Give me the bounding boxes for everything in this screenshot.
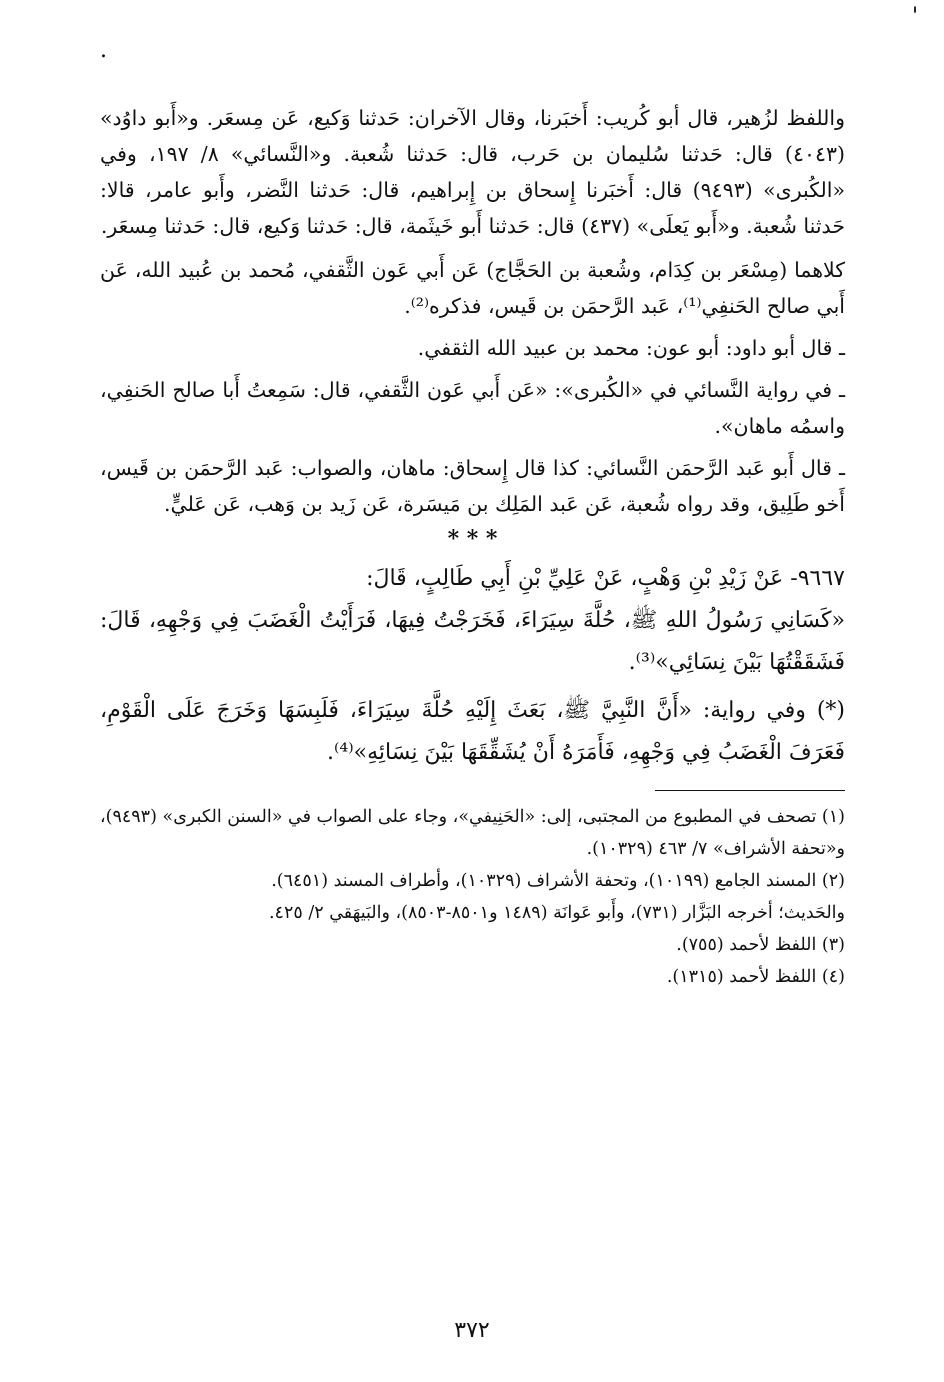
corner-mark-dot: . xyxy=(100,38,107,63)
paragraph-2: كلاهما (مِسْعَر بن كِدَام، وشُعبة بن الحَجَّاج) عَن أَبي عَون الثَّقفي، مُحمد بن عُبيد الله، عَن أَبي صالح الحَنفِي⁽¹⁾، عَبد الرَّحمَن بن قَيس، فذكره⁽²⁾. xyxy=(100,258,845,318)
paragraph-5: ـ قال أَبو عَبد الرَّحمَن النَّسائي: كذا قال إِسحاق: ماهان، والصواب: عَبد الرَّحمَن بن قَيس، أَخو طَلِيق، وقد رواه شُعبة، عَن عَبد المَلِك بن مَيسَرة، عَن زَيد بن وَهب، عَن عَليٍّ. xyxy=(100,456,845,516)
hadith-number: ٩٦٦٧- xyxy=(790,566,845,591)
footnote-2: (٢) المسند الجامع (١٠١٩٩)، وتحفة الأشراف (١٠٣٢٩)، وأطراف المسند (٦٤٥١). xyxy=(271,871,845,891)
corner-mark-top: ' xyxy=(912,4,919,29)
footnote-3: (٣) اللفظ لأحمد (٧٥٥). xyxy=(676,935,845,955)
section-separator: * * * xyxy=(447,526,498,552)
footnote-1: (١) تصحف في المطبوع من المجتبى، إلى: «الحَنِيفي»، وجاء على الصواب في «السنن الكبرى» (٩٤٩٣)، و«تحفة الأشراف» ٧/ ٤٦٣ (١٠٣٢٩). xyxy=(100,807,845,859)
paragraph-4: ـ في رواية النَّسائي في «الكُبرى»: «عَن أَبي عَون الثَّقفي، قال: سَمِعتُ أَبا صالح الحَنفِي، واسمُه ماهان». xyxy=(100,378,845,438)
hadith-isnad-text: عَنْ زَيْدِ بْنِ وَهْبٍ، عَنْ عَلِيِّ بْنِ أَبِي طَالِبٍ، قَالَ: xyxy=(366,566,784,591)
page-number: ٣٧٢ xyxy=(454,1318,490,1343)
hadith-variant: (*) وفي رواية: «أَنَّ النَّبِيَّ ﷺ، بَعَثَ إِلَيْهِ حُلَّةَ سِيَرَاءَ، فَلَبِسَهَا وَخَرَجَ عَلَى الْقَوْمِ، فَعَرَفَ الْغَضَبُ فِي وَجْهِهِ، فَأَمَرَهُ أَنْ يُشَقِّقَهَا بَيْنَ نِسَائِهِ»⁽⁴⁾. xyxy=(100,698,845,765)
paragraph-3: ـ قال أبو داود: أبو عون: محمد بن عبيد الله الثقفي. xyxy=(417,336,845,360)
hadith-isnad xyxy=(100,558,845,600)
paragraph-1: واللفظ لزُهير، قال أبو كُريب: أَخبَرنا، وقال الآخران: حَدثنا وَكيع، عَن مِسعَر. و«أَبو داوُد» (٤٠٤٣) قال: حَدثنا سُليمان بن حَرب، قال: حَدثنا شُعبة. و«النَّسائي» ٨/ ١٩٧، وفي «الكُبرى» (٩٤٩٣) قال: أَخبَرنا إِسحاق بن إِبراهيم، قال: حَدثنا النَّضر، وأَبو عامر، قالا: حَدثنا شُعبة. و«أَبو يَعلَى» (٤٣٧) قال: حَدثنا أَبو خَيثَمة، قال: حَدثنا وَكيع، قال: حَدثنا مِسعَر. xyxy=(100,106,846,238)
footnote-2-continued: والحَديث؛ أخرجه البَزَّار (٧٣١)، وأَبو عَوانَة (١٤٨٩ و٨٥٠١-٨٥٠٣)، والبَيهَقي ٢/ ٤٢٥. xyxy=(268,903,845,923)
footnote-rule xyxy=(655,790,845,791)
page-body xyxy=(100,100,845,993)
hadith-matn: «كَسَانِي رَسُولُ اللهِ ﷺ، حُلَّةَ سِيَرَاءَ، فَخَرَجْتُ فِيهَا، فَرَأَيْتُ الْغَضَبَ فِي وَجْهِهِ، قَالَ: فَشَقَقْتُهَا بَيْنَ نِسَائِي»⁽³⁾. xyxy=(100,608,845,675)
footnote-4: (٤) اللفظ لأحمد (١٣١٥). xyxy=(666,967,845,987)
